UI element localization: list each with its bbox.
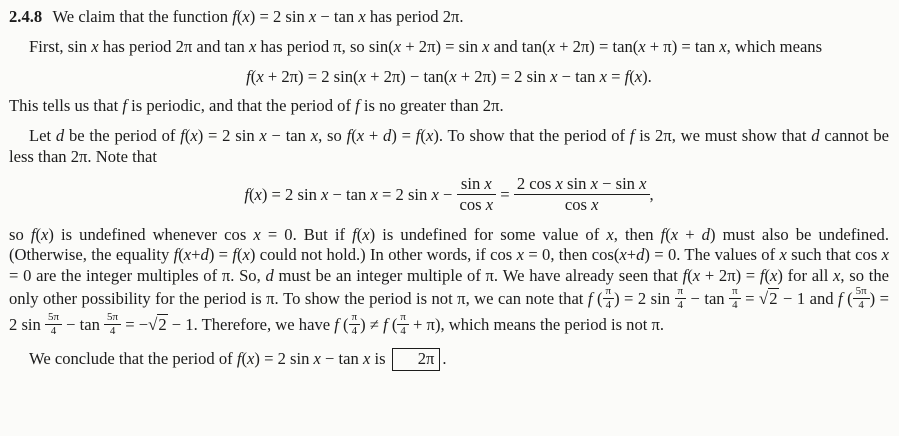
math-fraction (729, 286, 741, 312)
math-variable: f (173, 245, 179, 265)
math-variable: f (660, 224, 666, 244)
fraction-denominator: 4 (858, 299, 864, 312)
math-variable: d (811, 126, 820, 146)
display-equation: f(x + 2π) = 2 sin(x + 2π) − tan(x + 2π) = 2 sin x − tan x = f(x). (246, 66, 652, 86)
boxed-answer: 2π (392, 348, 441, 371)
math-fraction (603, 286, 615, 312)
math-variable: x (779, 245, 787, 265)
math-variable: x (356, 126, 365, 146)
math-variable: f (346, 126, 352, 146)
paragraph: We conclude that the period of f(x) = 2 sin x − tan x is 2π . (9, 348, 889, 371)
math-variable: x (41, 224, 49, 244)
math-fraction (349, 312, 361, 338)
radical-sign: √ (758, 288, 769, 308)
math-variable: x (91, 36, 99, 56)
fraction-numerator: π (603, 286, 615, 300)
math-fraction (853, 286, 870, 312)
math-variable: x (248, 36, 257, 56)
math-variable: f (352, 224, 357, 244)
math-variable: x (259, 126, 267, 146)
math-fraction (514, 175, 650, 214)
math-fraction (397, 312, 409, 338)
math-variable: x (670, 224, 679, 244)
math-variable: x (310, 126, 319, 146)
fraction-denominator: 4 (605, 299, 612, 312)
math-variable: x (638, 36, 646, 56)
math-variable: f (759, 266, 765, 286)
math-variable: x (547, 36, 555, 56)
math-variable: f (180, 126, 185, 146)
math-variable: x (254, 185, 262, 204)
math-variable: x (308, 7, 317, 26)
math-variable: x (482, 36, 490, 56)
math-variable: x (183, 245, 192, 265)
math-variable: x (591, 194, 599, 214)
math-variable: f (236, 348, 242, 368)
fraction-denominator: 4 (732, 299, 738, 312)
fraction-numerator: π (729, 286, 741, 300)
math-fraction (104, 312, 121, 338)
math-variable: x (639, 173, 647, 193)
fraction-denominator: 4 (50, 325, 57, 338)
math-variable: x (485, 194, 494, 214)
math-variable: x (449, 66, 457, 86)
fraction-denominator: cos x (564, 194, 599, 214)
math-variable: f (838, 288, 843, 308)
fraction-denominator: 4 (351, 325, 358, 338)
math-variable: x (242, 7, 250, 26)
math-variable: x (484, 173, 492, 193)
fraction-denominator: 4 (400, 325, 406, 338)
math-variable: x (634, 66, 643, 86)
math-variable: f (30, 224, 36, 244)
math-variable: x (247, 348, 255, 368)
paragraph: so f(x) is undefined whenever cos x = 0. But if f(x) is undefined for some value of x, then f(x + d) must also be undefined. (Otherwise, the equality f(x+d) = f(x) could not hold.) In other words, if cos x = 0, then cos(x+d) = 0. The values of x such that cos x = 0 are the integer multiples of π. So, d must be an integer multiple of π. We have already seen that f(x + 2π) = f(x) for all x, so the only other possibility for the period is π. To show the period is not π, we can note that f ( $\frac{\pi}{4}$ ) = 2 sin $\frac{\pi}{4}$ − tan $\frac{\pi}{4}$ = √2 − 1 and f ( $\frac{5\pi}{4}$ ) = 2 sin $\frac{5\pi}{4}$ − tan $\frac{5\pi}{4}$ = −√2 − 1. Therefore, we have f ( $\frac{\pi}{4}$ ) ≠ f ( $\frac{\pi}{4}$ + π), which means the period is not π. (9, 224, 890, 338)
math-variable: d (701, 224, 710, 244)
math-variable: x (358, 7, 366, 26)
fraction-numerator: 5π (853, 286, 870, 300)
document-body (9, 7, 889, 371)
math-variable: x (370, 185, 378, 204)
math-variable: f (624, 66, 630, 86)
math-variable: x (516, 245, 524, 265)
math-variable: x (692, 266, 701, 286)
math-variable: d (383, 126, 392, 146)
problem-number: 2.4.8 (9, 7, 43, 26)
math-variable: x (358, 66, 366, 86)
math-variable: x (242, 245, 250, 265)
math-variable: f (682, 266, 688, 286)
fraction-denominator: 4 (109, 325, 116, 338)
math-variable: x (770, 266, 778, 286)
math-variable: f (232, 7, 237, 26)
math-fraction (457, 175, 497, 214)
math-variable: x (425, 126, 434, 146)
math-variable: x (590, 173, 598, 193)
fraction-numerator: sin x (457, 175, 497, 195)
math-variable: x (321, 185, 329, 204)
paragraph: Let d be the period of f(x) = 2 sin x − tan x, so f(x + d) = f(x). To show that the period of f is 2π, we must show that d cannot be less than 2π. Note that (9, 126, 890, 166)
math-variable: d (265, 266, 274, 286)
math-variable: f (122, 96, 128, 116)
fraction-numerator: π (675, 286, 687, 300)
paragraph: First, sin x has period 2π and tan x has period π, so sin(x + 2π) = sin x and tan(x + 2π) = tan(x + π) = tan x, which means (29, 36, 823, 56)
sqrt-expression (148, 314, 168, 334)
math-variable: x (362, 224, 370, 244)
sqrt-expression (759, 288, 779, 308)
math-variable: x (555, 173, 563, 193)
math-fraction (675, 286, 687, 312)
radicand: 2 (769, 288, 778, 308)
math-variable: f (383, 314, 388, 334)
display-equation: f(x) = 2 sin x − tan x = 2 sin x − $\frac{\text{sin x}}{\text{cos x}}$ = $\frac{\text{2 cos x sin x − sin x}}{\text{cos x}}$ , (244, 173, 654, 214)
fraction-denominator: 4 (677, 299, 683, 312)
paragraph: This tells us that f is periodic, and that the period of f is no greater than 2π. (9, 96, 504, 116)
math-variable: d (55, 126, 65, 146)
math-variable: x (550, 66, 558, 86)
radicand: 2 (158, 314, 167, 334)
fraction-numerator: 5π (104, 312, 121, 326)
math-variable: f (246, 66, 251, 86)
math-variable: d (200, 245, 209, 265)
math-variable: x (253, 224, 261, 244)
math-variable: f (334, 314, 339, 334)
fraction-numerator: π (397, 312, 409, 326)
math-variable: x (362, 348, 371, 368)
fraction-numerator: 2 cos x sin x − sin x (514, 175, 650, 195)
math-variable: x (619, 245, 627, 265)
math-variable: f (244, 185, 249, 204)
math-variable: x (599, 66, 607, 86)
math-variable: f (415, 126, 421, 146)
fraction-numerator: π (349, 312, 361, 326)
math-variable: x (190, 126, 198, 146)
math-variable: x (833, 266, 841, 286)
math-variable: f (629, 126, 635, 146)
fraction-numerator: 5π (45, 312, 62, 326)
math-variable: x (313, 348, 321, 368)
math-variable: x (719, 36, 727, 56)
math-fraction (45, 312, 62, 338)
math-variable: f (355, 96, 360, 116)
math-variable: f (587, 288, 593, 308)
fraction-denominator: cos x (459, 194, 494, 214)
math-variable: f (232, 245, 237, 265)
math-variable: x (256, 66, 264, 86)
math-variable: x (393, 36, 402, 56)
math-variable: x (431, 185, 439, 204)
math-variable: x (881, 245, 889, 265)
paragraph: 2.4.8 We claim that the function f(x) = 2 sin x − tan x has period 2π. (9, 7, 464, 26)
math-variable: d (636, 245, 645, 265)
radical-sign: √ (148, 314, 158, 334)
math-variable: x (606, 224, 614, 244)
